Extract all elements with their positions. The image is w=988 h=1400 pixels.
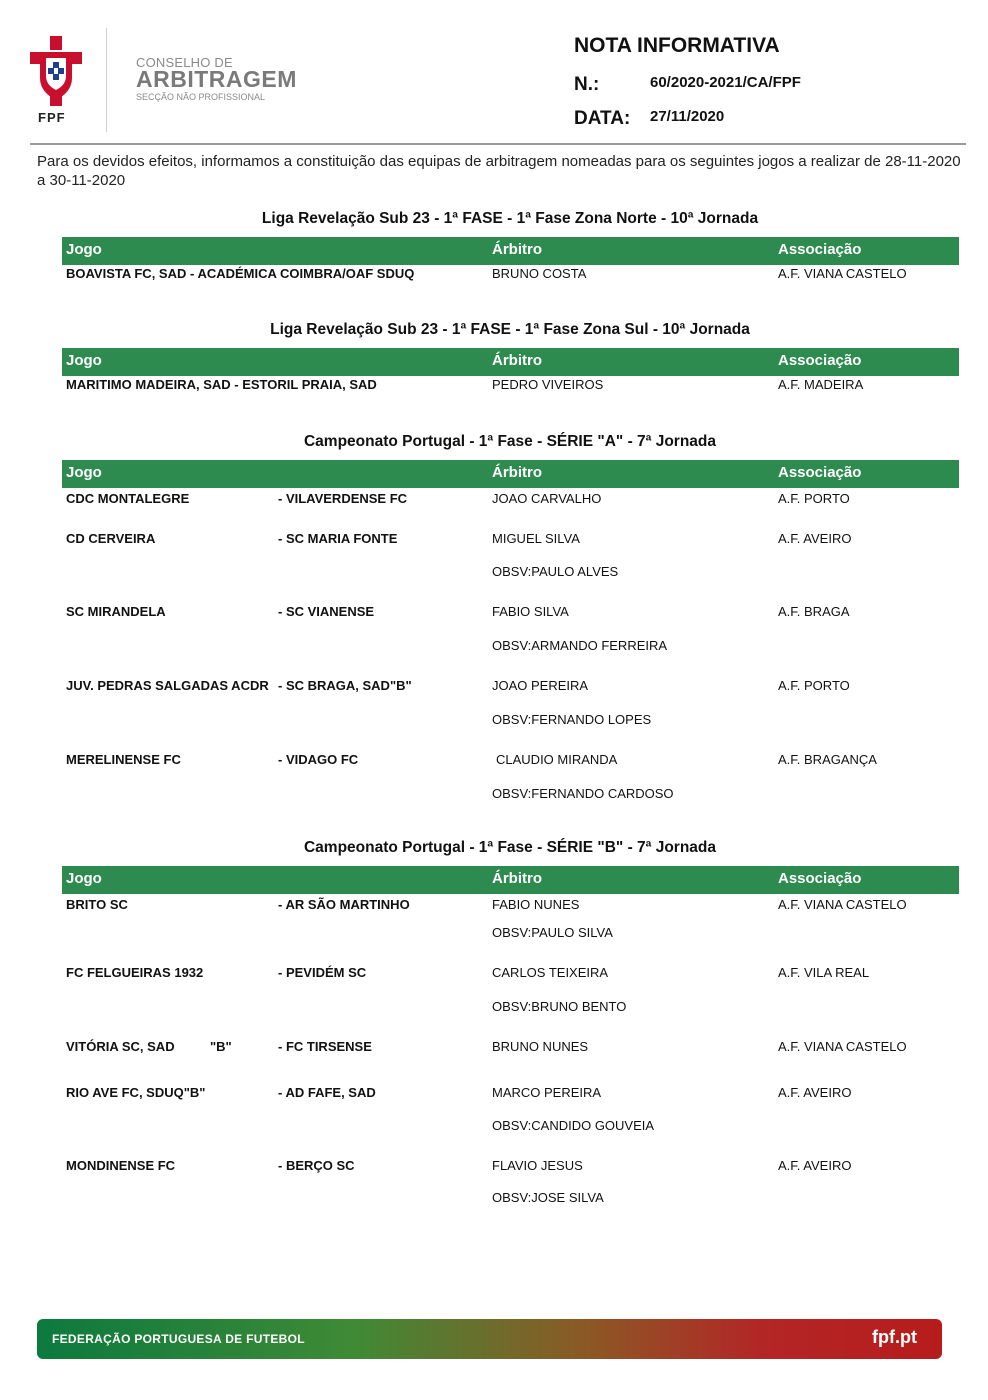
conselho-line2: ARBITRAGEM	[136, 66, 297, 92]
home-team: JUV. PEDRAS SALGADAS ACDR	[66, 678, 269, 693]
observer: OBSV:JOSE SILVA	[492, 1190, 604, 1205]
referee: JOAO PEREIRA	[492, 678, 589, 693]
col-arbitro: Árbitro	[492, 241, 542, 258]
section-title: Campeonato Portugal - 1ª Fase - SÉRIE "A" - 7ª Jornada	[303, 433, 717, 450]
nota-date-label: DATA:	[574, 108, 631, 129]
nota-number-value: 60/2020-2021/CA/FPF	[650, 74, 801, 91]
away-team: - FC TIRSENSE	[278, 1039, 372, 1054]
col-jogo: Jogo	[66, 352, 102, 369]
association: A.F. BRAGA	[778, 604, 850, 619]
referee: MIGUEL SILVA	[492, 531, 580, 546]
nota-title: NOTA INFORMATIVA	[574, 34, 780, 57]
observer: OBSV:PAULO ALVES	[492, 564, 619, 579]
fpf-crest-icon	[28, 34, 84, 108]
section-title: Campeonato Portugal - 1ª Fase - SÉRIE "B" - 7ª Jornada	[303, 839, 717, 856]
footer-site-link[interactable]: fpf.pt	[872, 1327, 917, 1347]
table-header	[62, 866, 959, 894]
home-team: MERELINENSE FC	[66, 752, 181, 767]
away-team: - SC MARIA FONTE	[278, 531, 398, 546]
footer-federation-name: FEDERAÇÃO PORTUGUESA DE FUTEBOL	[52, 1332, 305, 1346]
match-teams: BOAVISTA FC, SAD - ACADÉMICA COIMBRA/OAF SDUQ	[66, 266, 415, 281]
association: A.F. VIANA CASTELO	[778, 266, 907, 281]
intro-paragraph: Para os devidos efeitos, informamos a constituição das equipas de arbitragem nomeadas para os seguintes jogos a realizar de 28-11-2020 a 30-11-2020	[37, 153, 961, 189]
col-jogo: Jogo	[66, 464, 102, 481]
col-jogo: Jogo	[66, 870, 102, 887]
table-header	[62, 348, 959, 376]
observer: OBSV:BRUNO BENTO	[492, 999, 627, 1014]
home-team-suffix: "B"	[210, 1039, 232, 1054]
association: A.F. AVEIRO	[778, 531, 852, 546]
table-header	[62, 237, 959, 265]
header-rule	[30, 143, 966, 145]
referee: BRUNO NUNES	[492, 1039, 589, 1054]
association: A.F. VIANA CASTELO	[778, 1039, 907, 1054]
col-arbitro: Árbitro	[492, 464, 542, 481]
away-team: - BERÇO SC	[278, 1158, 355, 1173]
nota-date-value: 27/11/2020	[650, 108, 725, 125]
fpf-short-name: FPF	[38, 110, 66, 125]
header-divider	[106, 28, 107, 132]
observer: OBSV:PAULO SILVA	[492, 925, 613, 940]
association: A.F. PORTO	[778, 491, 850, 506]
col-jogo: Jogo	[66, 241, 102, 258]
referee: FABIO NUNES	[492, 897, 580, 912]
referee: MARCO PEREIRA	[492, 1085, 602, 1100]
observer: OBSV:ARMANDO FERREIRA	[492, 638, 668, 653]
association: A.F. PORTO	[778, 678, 850, 693]
observer: OBSV:FERNANDO LOPES	[492, 712, 652, 727]
col-arbitro: Árbitro	[492, 352, 542, 369]
home-team: MONDINENSE FC	[66, 1158, 176, 1173]
referee: JOAO CARVALHO	[492, 491, 602, 506]
away-team: - SC VIANENSE	[278, 604, 375, 619]
referee: PEDRO VIVEIROS	[492, 377, 604, 392]
referee: FLAVIO JESUS	[492, 1158, 583, 1173]
away-team: - AR SÃO MARTINHO	[278, 897, 410, 912]
away-team: - PEVIDÉM SC	[278, 965, 367, 980]
home-team: SC MIRANDELA	[66, 604, 166, 619]
col-associacao: Associação	[778, 464, 862, 481]
section-title: Liga Revelação Sub 23 - 1ª FASE - 1ª Fase Zona Norte - 10ª Jornada	[261, 210, 759, 227]
observer: OBSV:CANDIDO GOUVEIA	[492, 1118, 655, 1133]
observer: OBSV:FERNANDO CARDOSO	[492, 786, 674, 801]
referee: BRUNO COSTA	[492, 266, 587, 281]
col-associacao: Associação	[778, 241, 862, 258]
referee: FABIO SILVA	[492, 604, 569, 619]
association: A.F. AVEIRO	[778, 1158, 852, 1173]
association: A.F. BRAGANÇA	[778, 752, 877, 767]
away-team: - SC BRAGA, SAD"B"	[278, 678, 412, 693]
conselho-line3: SECÇÃO NÃO PROFISSIONAL	[136, 92, 266, 102]
home-team: CD CERVEIRA	[66, 531, 156, 546]
association: A.F. AVEIRO	[778, 1085, 852, 1100]
away-team: - AD FAFE, SAD	[278, 1085, 376, 1100]
col-arbitro: Árbitro	[492, 870, 542, 887]
away-team: - VILAVERDENSE FC	[278, 491, 408, 506]
referee: CARLOS TEIXEIRA	[492, 965, 609, 980]
section-title: Liga Revelação Sub 23 - 1ª FASE - 1ª Fase Zona Sul - 10ª Jornada	[270, 321, 750, 338]
association: A.F. VIANA CASTELO	[778, 897, 907, 912]
table-header	[62, 460, 959, 488]
association: A.F. VILA REAL	[778, 965, 870, 980]
col-associacao: Associação	[778, 870, 862, 887]
home-team: FC FELGUEIRAS 1932	[66, 965, 204, 980]
referee: CLAUDIO MIRANDA	[496, 752, 618, 767]
nota-number-label: N.:	[574, 74, 600, 95]
association: A.F. MADEIRA	[778, 377, 864, 392]
home-team: VITÓRIA SC, SAD	[66, 1039, 175, 1054]
match-teams: MARITIMO MADEIRA, SAD - ESTORIL PRAIA, SAD	[66, 377, 377, 392]
col-associacao: Associação	[778, 352, 862, 369]
home-team: CDC MONTALEGRE	[66, 491, 190, 506]
home-team: BRITO SC	[66, 897, 128, 912]
away-team: - VIDAGO FC	[278, 752, 359, 767]
conselho-line1: CONSELHO DE	[136, 55, 233, 70]
home-team: RIO AVE FC, SDUQ"B"	[66, 1085, 206, 1100]
